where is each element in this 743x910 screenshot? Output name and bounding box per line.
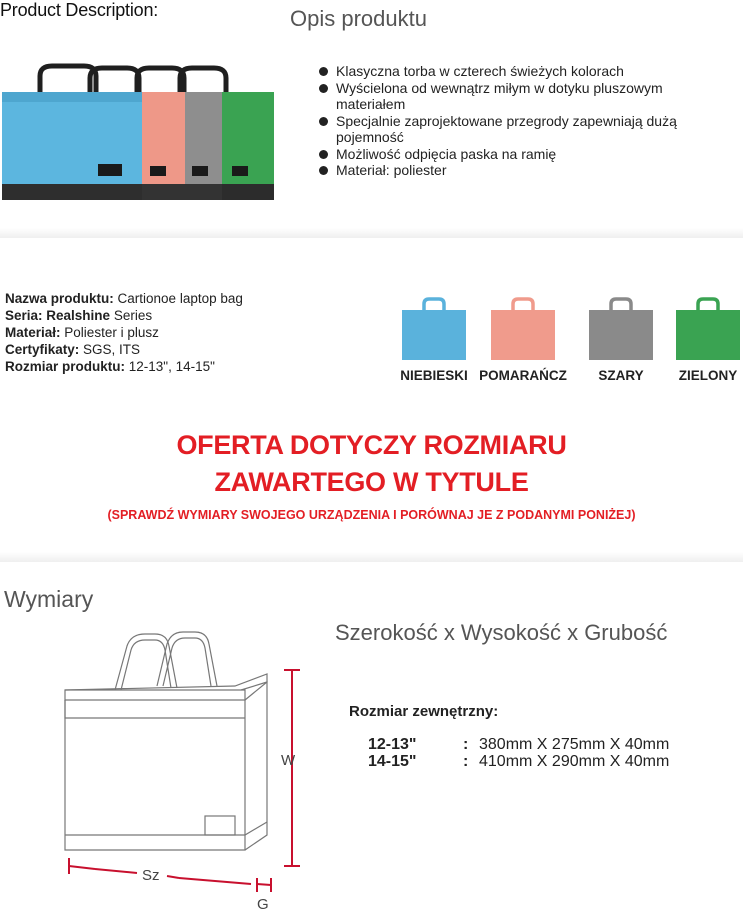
- color-name: ZIELONY: [678, 368, 738, 383]
- bags-photo: [2, 62, 274, 200]
- color-name: POMARAŃCZ: [479, 368, 567, 383]
- bag-dimension-diagram: [55, 630, 315, 910]
- dimension-size: 12-13": [368, 736, 417, 753]
- dimension-colon: :: [463, 736, 469, 753]
- color-swatch-blue: [390, 296, 478, 383]
- spec-label: Nazwa produktu:: [5, 291, 114, 306]
- spec-label: Rozmiar produktu:: [5, 359, 125, 374]
- section-divider: [0, 552, 743, 562]
- spec-label: Materiał:: [5, 325, 61, 340]
- feature-item: Wyścielona od wewnątrz miłym w dotyku pluszowym materiałem: [318, 80, 678, 113]
- spec-label: Seria: Realshine: [5, 308, 111, 323]
- width-label: Sz: [142, 867, 160, 884]
- spec-value: SGS, ITS: [83, 342, 141, 357]
- product-description-heading: Product Description:: [0, 0, 159, 20]
- spec-row: [5, 358, 243, 375]
- spec-value: 12-13", 14-15": [128, 359, 215, 374]
- dimension-row: [368, 736, 669, 754]
- spec-row: [5, 290, 243, 307]
- opis-produktu-title: Opis produktu: [290, 6, 427, 31]
- dimensions-title: Wymiary: [4, 586, 94, 612]
- offer-heading-line1: OFERTA DOTYCZY ROZMIARU: [176, 430, 567, 460]
- offer-heading-line2: ZAWARTEGO W TYTULE: [214, 467, 529, 497]
- outer-size-label: Rozmiar zewnętrzny:: [349, 703, 499, 720]
- spec-row: [5, 307, 243, 324]
- spec-value: Cartionoe laptop bag: [117, 291, 243, 306]
- color-swatch-grey: [577, 296, 665, 383]
- dimension-value: 380mm X 275mm X 40mm: [479, 736, 670, 753]
- color-name: NIEBIESKI: [400, 368, 468, 383]
- bag-icon: [401, 296, 467, 362]
- depth-label: G: [257, 896, 269, 910]
- feature-list: [318, 63, 678, 179]
- spec-row: [5, 324, 243, 341]
- feature-item: Możliwość odpięcia paska na ramię: [318, 146, 678, 163]
- dimension-row: [368, 753, 669, 771]
- feature-item: Specjalnie zaprojektowane przegrody zapewniają dużą pojemność: [318, 113, 678, 146]
- feature-item: Materiał: poliester: [318, 162, 678, 179]
- dimensions-heading: Szerokość x Wysokość x Grubość: [335, 620, 668, 645]
- bag-icon: [675, 296, 741, 362]
- spec-value: Poliester i plusz: [64, 325, 159, 340]
- spec-value: Series: [113, 308, 153, 323]
- dimension-size: 14-15": [368, 753, 417, 770]
- spec-list: [5, 290, 243, 375]
- color-name: SZARY: [598, 368, 644, 383]
- feature-item: Klasyczna torba w czterech świeżych kolorach: [318, 63, 678, 80]
- bag-icon: [588, 296, 654, 362]
- dimension-colon: :: [463, 753, 469, 770]
- color-swatch-orange: [479, 296, 567, 383]
- dimension-value: 410mm X 290mm X 40mm: [479, 753, 670, 770]
- spec-label: Certyfikaty:: [5, 342, 80, 357]
- offer-note: (SPRAWDŹ WYMIARY SWOJEGO URZĄDZENIA I PORÓWNAJ JE Z PODANYMI PONIŻEJ): [107, 508, 636, 522]
- height-label: W: [281, 752, 296, 769]
- section-divider: [0, 228, 743, 238]
- spec-row: [5, 341, 243, 358]
- color-swatch-green: [664, 296, 743, 383]
- bag-icon: [490, 296, 556, 362]
